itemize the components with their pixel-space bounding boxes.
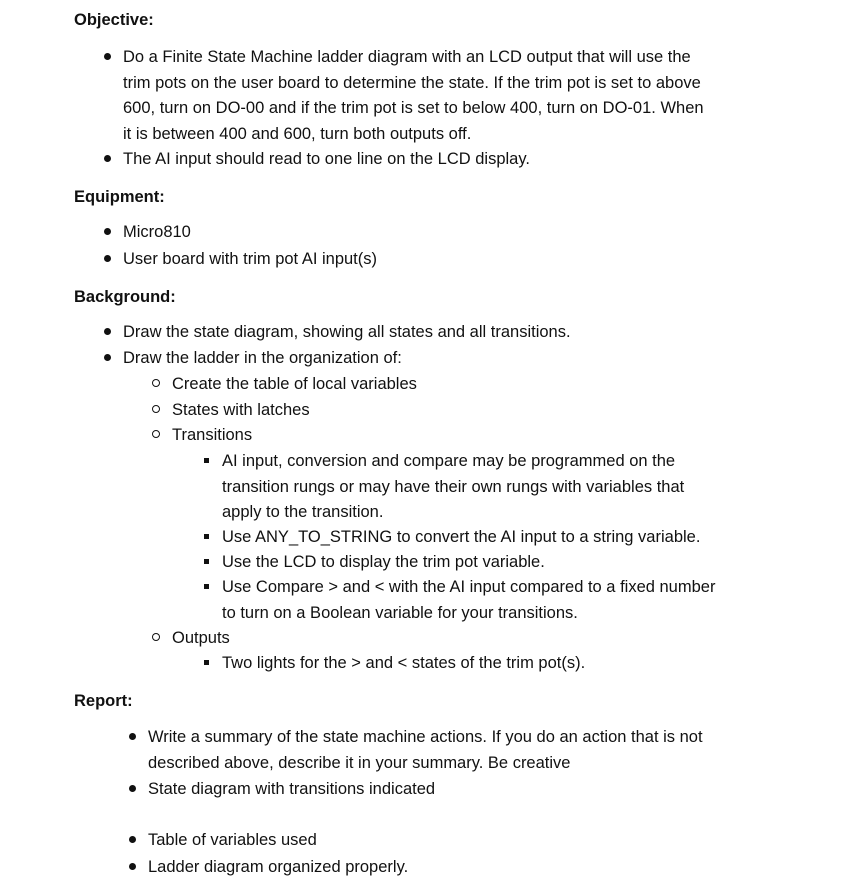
report-item-3: [148, 828, 317, 854]
background-sub-2: [172, 398, 310, 424]
report-heading: Report:: [74, 692, 133, 710]
report-item-2-text: State diagram with transitions indicated: [148, 780, 436, 798]
objective-line-3: 600, turn on DO-00 and if the trim pot is set to below 400, turn on DO-01. When: [123, 99, 704, 117]
bullet-icon: [122, 725, 142, 751]
output-item-1: [222, 651, 585, 677]
objective-item-2-text: The AI input should read to one line on the LCD display.: [123, 150, 530, 168]
bullet-icon: [97, 320, 117, 346]
transition-item-4-line-1: Use Compare > and < with the AI input compared to a fixed number: [222, 578, 716, 596]
report-item-1: [148, 725, 703, 776]
equipment-item-2-text: User board with trim pot AI input(s): [123, 250, 378, 268]
bullet-icon: [97, 346, 117, 372]
objective-item-2: [123, 147, 530, 173]
objective-heading: Objective:: [74, 11, 154, 29]
report-item-4-text: Ladder diagram organized properly.: [148, 858, 409, 876]
background-sub-3: [172, 423, 252, 449]
bullet-icon: [122, 777, 142, 803]
objective-line-2: trim pots on the user board to determine the state. If the trim pot is set to above: [123, 73, 701, 92]
equipment-item-1-text: Micro810: [123, 223, 191, 241]
bullet-icon: [97, 247, 117, 273]
background-sub-4-text: Outputs: [172, 629, 230, 647]
transition-item-4-line-2: to turn on a Boolean variable for your transitions.: [222, 603, 578, 622]
transition-item-3: [222, 550, 545, 576]
output-item-1-text: Two lights for the > and < states of the trim pot(s).: [222, 654, 586, 672]
background-item-2-text: Draw the ladder in the organization of:: [123, 349, 402, 367]
bullet-icon: [97, 147, 117, 173]
transition-item-3-text: Use the LCD to display the trim pot variable.: [222, 553, 545, 571]
report-item-1-line-1: Write a summary of the state machine actions. If you do an action that is not: [148, 728, 703, 746]
background-sub-4: [172, 626, 230, 652]
square-bullet-icon: [196, 449, 216, 475]
square-bullet-icon: [196, 575, 216, 601]
background-sub-1: [172, 372, 417, 398]
report-item-1-line-2: described above, describe it in your summary. Be creative: [148, 753, 571, 772]
transition-item-2: [222, 525, 700, 551]
bullet-icon: [122, 855, 142, 881]
bullet-icon: [97, 45, 117, 71]
background-sub-1-text: Create the table of local variables: [172, 375, 417, 393]
square-bullet-icon: [196, 525, 216, 551]
background-item-2: [123, 346, 402, 372]
equipment-item-2: [123, 247, 377, 273]
background-sub-3-text: Transitions: [172, 426, 253, 444]
report-item-4: [148, 855, 408, 881]
transition-item-1: [222, 449, 684, 526]
background-item-1: [123, 320, 571, 346]
square-bullet-icon: [196, 651, 216, 677]
circle-bullet-icon: [146, 372, 166, 398]
objective-item-1: [123, 45, 704, 147]
report-item-3-text: Table of variables used: [148, 831, 317, 849]
transition-item-1-line-2: transition rungs or may have their own rungs with variables that: [222, 477, 685, 496]
transition-item-4: [222, 575, 715, 626]
transition-item-1-line-3: apply to the transition.: [222, 503, 384, 521]
background-heading: Background:: [74, 288, 176, 306]
transition-item-2-text: Use ANY_TO_STRING to convert the AI input to a string variable.: [222, 528, 701, 546]
objective-line-4: it is between 400 and 600, turn both outputs off.: [123, 124, 472, 143]
bullet-icon: [97, 220, 117, 246]
background-item-1-text: Draw the state diagram, showing all states and all transitions.: [123, 323, 571, 341]
circle-bullet-icon: [146, 626, 166, 652]
objective-line-1: Do a Finite State Machine ladder diagram with an LCD output that will use the: [123, 48, 691, 66]
square-bullet-icon: [196, 550, 216, 576]
equipment-heading: Equipment:: [74, 188, 165, 206]
background-sub-2-text: States with latches: [172, 401, 310, 419]
transition-item-1-line-1: AI input, conversion and compare may be programmed on the: [222, 452, 676, 470]
circle-bullet-icon: [146, 423, 166, 449]
circle-bullet-icon: [146, 398, 166, 424]
equipment-item-1: [123, 220, 191, 246]
report-item-2: [148, 777, 435, 803]
bullet-icon: [122, 828, 142, 854]
